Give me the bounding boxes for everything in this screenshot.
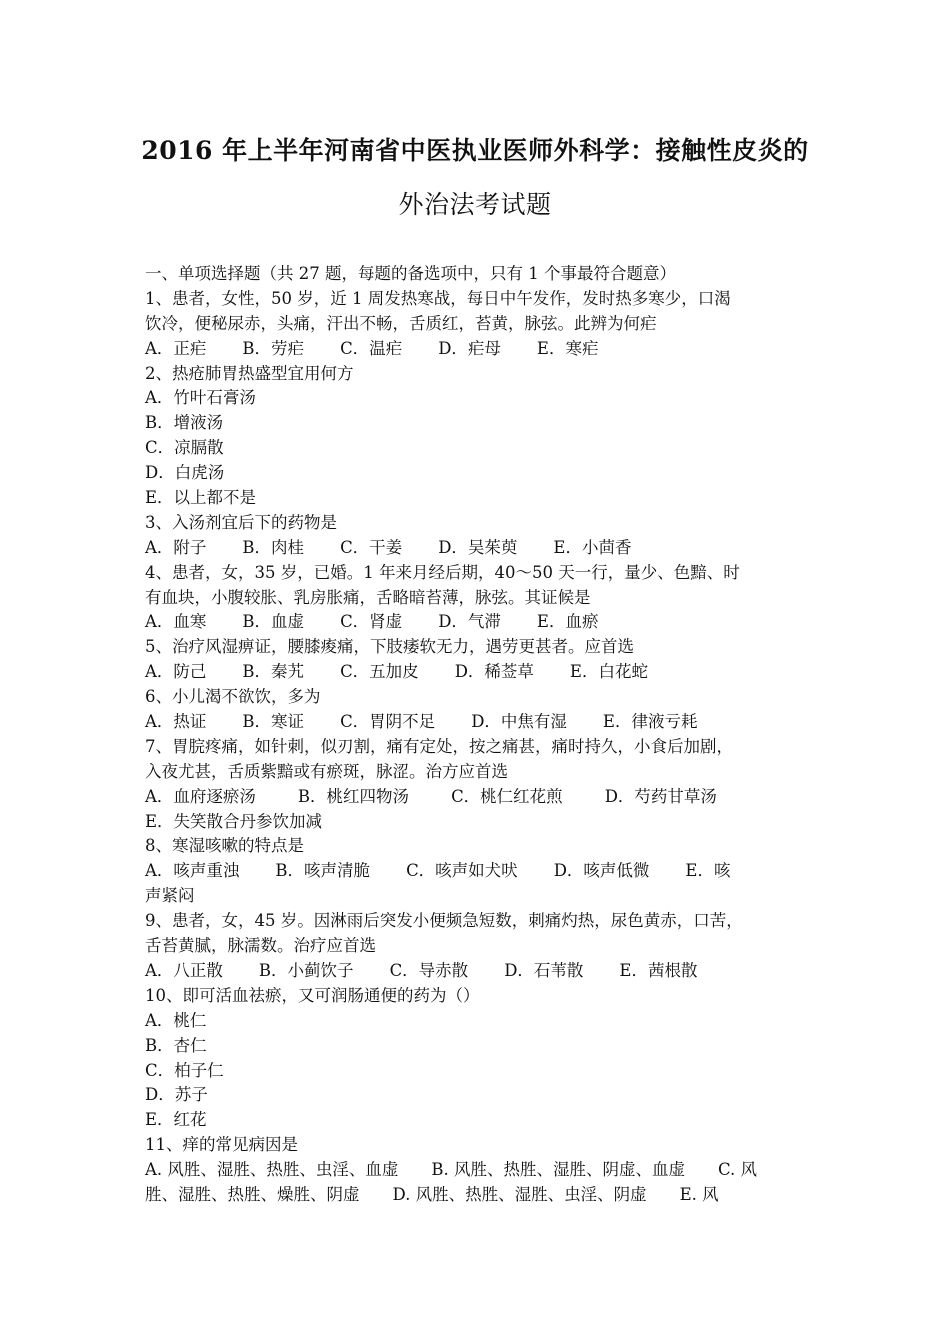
- option: E．寒疟: [536, 338, 599, 358]
- option: C．肾虚: [340, 612, 403, 632]
- question-stem: 1、患者，女性，50 岁，近 1 周发热寒战，每日中午发作，发时热多寒少，口渴: [145, 288, 731, 308]
- option: C．五加皮: [340, 662, 419, 682]
- question-stem: 8、寒湿咳嗽的特点是: [145, 836, 304, 856]
- question-stem: 11、痒的常见病因是: [145, 1135, 298, 1155]
- options-row: [145, 660, 810, 685]
- option: C．咳声如犬吠: [406, 861, 518, 881]
- option: C．凉膈散: [145, 438, 224, 458]
- question-stem: 3、入汤剂宜后下的药物是: [145, 512, 337, 532]
- options-row: [145, 859, 810, 884]
- options-row: [145, 710, 810, 735]
- options-row: [145, 959, 810, 984]
- option: D．石苇散: [504, 960, 584, 980]
- option: B．秦艽: [242, 662, 305, 682]
- option: C．柏子仁: [145, 1060, 224, 1080]
- option: E．红花: [145, 1110, 207, 1130]
- option: D．稀莶草: [454, 662, 534, 682]
- options-text: A. 风胜、湿胜、热胜、虫淫、血虚 B. 风胜、热胜、湿胜、阴虚、血虚 C. 风: [145, 1160, 758, 1180]
- option: A．防己: [145, 662, 207, 682]
- option: D．苏子: [145, 1085, 208, 1105]
- option: B．小蓟饮子: [258, 960, 354, 980]
- option: A．竹叶石膏汤: [145, 388, 256, 408]
- option: A．咳声重浊: [145, 861, 240, 881]
- document-body: [145, 262, 810, 1208]
- option: A．血寒: [145, 612, 207, 632]
- option: D．气滞: [438, 612, 501, 632]
- question-stem: 5、治疗风湿痹证，腰膝痠痛，下肢痿软无力，遇劳更甚者。应首选: [145, 637, 634, 657]
- option: A．附子: [145, 537, 207, 557]
- option: E．失笑散合丹参饮加减: [145, 811, 323, 831]
- question-stem: 2、热疮肺胃热盛型宜用何方: [145, 363, 354, 383]
- question-stem: 入夜尤甚，舌质紫黯或有瘀斑，脉涩。治方应首选: [145, 761, 508, 781]
- option: E．茜根散: [619, 960, 698, 980]
- option: D．芍药甘草汤: [604, 786, 717, 806]
- question-stem: 4、患者，女，35 岁，已婚。1 年来月经后期，40～50 天一行，量少、色黯、时: [145, 562, 740, 582]
- option: E．以上都不是: [145, 488, 257, 508]
- option: E．白花蛇: [569, 662, 648, 682]
- option: D．咳声低微: [553, 861, 650, 881]
- option: B．增液汤: [145, 413, 224, 433]
- option: A．热证: [145, 712, 207, 732]
- question-stem: 有血块，小腹较胀、乳房胀痛，舌略暗苔薄，脉弦。其证候是: [145, 587, 591, 607]
- option-continuation: 声紧闷: [145, 886, 195, 906]
- option: A．八正散: [145, 960, 223, 980]
- option: E．律液亏耗: [602, 712, 698, 732]
- option: E．血瘀: [536, 612, 599, 632]
- option: A．桃仁: [145, 1010, 207, 1030]
- question-stem: 9、患者，女，45 岁。因淋雨后突发小便频急短数，刺痛灼热，尿色黄赤，口苦，: [145, 911, 743, 931]
- option: C．桃仁红花煎: [451, 786, 563, 806]
- section-heading: 一、单项选择题（共 27 题，每题的备选项中，只有 1 个事最符合题意）: [145, 264, 676, 283]
- document-title-line2: 外治法考试题: [398, 190, 552, 219]
- document-title-line1: 2016 年上半年河南省中医执业医师外科学：接触性皮炎的: [141, 136, 809, 165]
- options-row: [145, 536, 810, 561]
- option: A．正疟: [145, 338, 207, 358]
- question-stem: 饮冷，便秘尿赤，头痛，汗出不畅，舌质红，苔黄，脉弦。此辨为何疟: [145, 313, 657, 333]
- option: B．肉桂: [242, 537, 305, 557]
- question-stem: 6、小儿渴不欲饮，多为: [145, 687, 321, 707]
- option: B．血虚: [242, 612, 305, 632]
- options-row: [145, 610, 810, 635]
- option: D．吴茱萸: [438, 537, 518, 557]
- option: E．小茴香: [553, 537, 632, 557]
- options-row: [145, 337, 810, 362]
- option: D．疟母: [438, 338, 501, 358]
- option: B．桃红四物汤: [297, 786, 410, 806]
- option: C．胃阴不足: [340, 712, 436, 732]
- option: E．咳: [685, 861, 731, 881]
- option: A．血府逐瘀汤: [145, 786, 256, 806]
- option: D．白虎汤: [145, 463, 225, 483]
- option: C．导赤散: [389, 960, 469, 980]
- option: C．温疟: [340, 338, 403, 358]
- option: B．寒证: [242, 712, 305, 732]
- option: B．杏仁: [145, 1035, 207, 1055]
- question-stem: 10、即可活血祛瘀，又可润肠通便的药为（）: [145, 985, 480, 1005]
- question-stem: 舌苔黄腻，脉濡数。治疗应首选: [145, 936, 376, 956]
- option: B．劳疟: [242, 338, 305, 358]
- question-stem: 7、胃脘疼痛，如针刺，似刃割，痛有定处，按之痛甚，痛时持久，小食后加剧，: [145, 736, 733, 756]
- option: D．中焦有湿: [471, 712, 567, 732]
- option: C．干姜: [340, 537, 403, 557]
- options-text: 胜、湿胜、热胜、燥胜、阴虚 D. 风胜、热胜、湿胜、虫淫、阴虚 E. 风: [145, 1184, 719, 1204]
- option: B．咳声清脆: [275, 861, 371, 881]
- options-row: [145, 785, 810, 810]
